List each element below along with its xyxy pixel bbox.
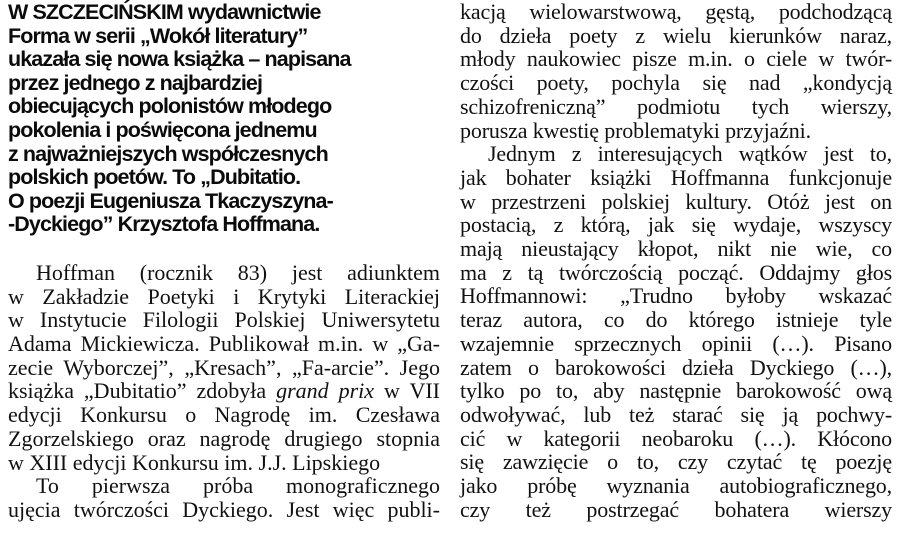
body-line: postacią, z którą, jak się wydaje, wszyscy: [460, 212, 892, 238]
body-line: ujęcia twórczości Dyckiego. Jest więc publi-: [8, 496, 440, 522]
body-text-fragment: w VII: [374, 378, 440, 404]
body-line: wzajemnie sprzecznych opinii (…). Pisano: [460, 330, 892, 356]
body-line-with-italic: [8, 379, 440, 403]
body-line: odwoływać, lub też starać się ją pochwy-: [460, 401, 892, 427]
body-line: mają nieustający kłopot, nikt nie wie, co: [460, 236, 892, 262]
lead-line: ukazała się nowa książka – napisana: [8, 47, 351, 72]
body-line: kacją wielowarstwową, gęstą, podchodzącą: [460, 0, 892, 24]
body-line: jak bohater książki Hoffmanna funkcjonuje: [460, 164, 892, 190]
lead-line: pokolenia i poświęcona jednemu: [8, 117, 317, 142]
lead-line: O poezji Eugeniusza Tkaczyszyna-: [8, 188, 333, 213]
body-line: Jednym z interesujących wątków jest to,: [488, 141, 892, 167]
body-line: zecie Wyborczej”, „Kresach”, „Fa-arcie”. Jego: [8, 354, 440, 380]
body-line: tylko po to, aby następnie barokowość ową: [460, 378, 892, 404]
body-line: zatem o barokowości dzieła Dyckiego (…),: [460, 354, 892, 380]
body-line: Hoffmannowi: „Trudno byłoby wskazać: [460, 283, 892, 309]
left-column: [8, 0, 440, 522]
body-line: czy też postrzegać bohatera wierszy: [460, 496, 892, 522]
lead-line: przez jednego z najbardziej: [8, 70, 263, 95]
body-line: w XIII edycji Konkursu im. J.J. Lipskiego: [8, 449, 381, 475]
body-line: młody naukowiec pisze m.in. o ciele w twór-: [460, 46, 892, 72]
body-line: w Zakładzie Poetyki i Krytyki Literackiej: [8, 283, 440, 309]
body-line: w przestrzeni polskiej kultury. Otóż jest on: [460, 188, 892, 214]
lead-line: -Dyckiego” Krzysztofa Hoffmana.: [8, 212, 320, 237]
body-line: porusza kwestię problematyki przyjaźni.: [460, 117, 811, 143]
body-line: Hoffman (rocznik 83) jest adiunktem: [36, 259, 440, 285]
lead-line: obiecujących polonistów młodego: [8, 94, 332, 119]
right-paragraph-2: [460, 142, 892, 521]
body-line: cić w kategorii neobaroku (…). Kłócono: [460, 425, 892, 451]
body-text-fragment: książka „Dubitatio” zdobyła: [8, 378, 277, 404]
lead-line: z najważniejszych współczesnych: [8, 141, 328, 166]
body-line: ma z tą twórczością począć. Oddajmy głos: [460, 259, 892, 285]
body-line: edycji Konkursu o Nagrodę im. Czesława: [8, 402, 440, 428]
body-line: To pierwsza próba monograficznego: [36, 473, 440, 499]
italic-phrase: grand prix: [276, 378, 375, 404]
body-line: teraz autora, co do którego istnieje tyle: [460, 307, 892, 333]
lead-line: polskich poetów. To „Dubitatio.: [8, 165, 301, 190]
lead-line: Forma w serii „Wokół literatury”: [8, 23, 308, 48]
right-body-text: [460, 0, 892, 521]
body-line: czości poety, pochyla się nad „kondycją: [460, 70, 892, 96]
right-paragraph-1: [460, 0, 892, 142]
body-line: Zgorzelskiego oraz nagrodę drugiego stopnia: [8, 425, 440, 451]
right-column: [460, 0, 892, 521]
body-line: w Instytucie Filologii Polskiej Uniwersytetu: [8, 307, 440, 333]
body-line: Adama Mickiewicza. Publikował m.in. w „Ga-: [8, 331, 440, 357]
left-body-text: [8, 261, 440, 522]
body-line: jako próbę wyznania autobiograficznego,: [460, 473, 892, 499]
lead-spacer: [8, 237, 440, 261]
body-line: schizofreniczną” podmiotu tych wierszy,: [460, 93, 892, 119]
body-line: się zawzięcie o to, czy czytać tę poezję: [460, 449, 892, 475]
article-lead: [8, 0, 440, 237]
body-line: do dzieła poety z wielu kierunków naraz,: [460, 22, 892, 48]
lead-line: W SZCZECIŃSKIM wydawnictwie: [8, 0, 321, 24]
